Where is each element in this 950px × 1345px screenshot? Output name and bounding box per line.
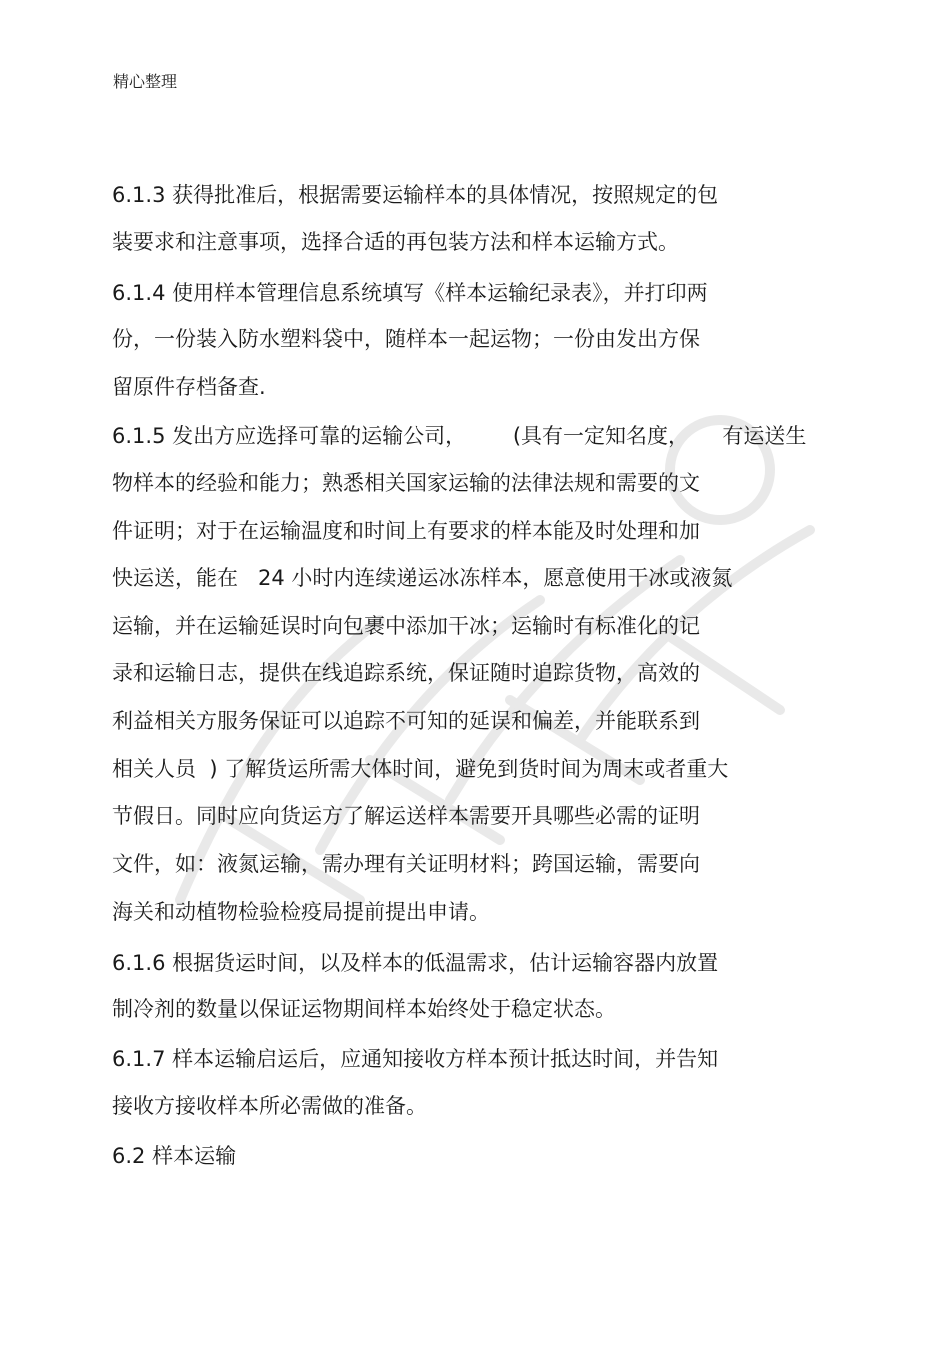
text-line-7: 物样本的经验和能力；熟悉相关国家运输的法律法规和需要的文 — [112, 471, 700, 495]
text-line-1: 6.1.3 获得批准后，根据需要运输样本的具体情况，按照规定的包 — [112, 183, 719, 207]
text-line-2: 装要求和注意事项，选择合适的再包装方法和样本运输方式。 — [112, 230, 679, 254]
section-heading: 6.2 样本运输 — [112, 1144, 237, 1168]
text-line-16: 海关和动植物检验检疫局提前提出申请。 — [112, 900, 490, 924]
text-line-5: 留原件存档备查. — [112, 375, 266, 399]
text-line-14: 节假日。同时应向货运方了解运送样本需要开具哪些必需的证明 — [112, 804, 700, 828]
text-line-12: 利益相关方服务保证可以追踪不可知的延误和偏差，并能联系到 — [112, 709, 700, 733]
text-line-18: 制冷剂的数量以保证运物期间样本始终处于稳定状态。 — [112, 997, 616, 1021]
text-line-15: 文件，如：液氮运输，需办理有关证明材料；跨国运输，需要向 — [112, 852, 700, 876]
text-line-9: 快运送，能在 24 小时内连续递运冰冻样本，愿意使用干冰或液氮 — [112, 566, 733, 590]
text-line-8: 件证明；对于在运输温度和时间上有要求的样本能及时处理和加 — [112, 519, 700, 543]
text-line-4: 份，一份装入防水塑料袋中，随样本一起运物；一份由发出方保 — [112, 327, 700, 351]
text-line-10: 运输，并在运输延误时向包裹中添加干冰；运输时有标准化的记 — [112, 614, 700, 638]
page-header: 精心整理 — [113, 72, 178, 91]
text-line-3: 6.1.4 使用样本管理信息系统填写《样本运输纪录表》，并打印两 — [112, 281, 708, 305]
text-line-19: 6.1.7 样本运输启运后，应通知接收方样本预计抵达时间，并告知 — [112, 1047, 719, 1071]
text-line-13: 相关人员 ) 了解货运所需大体时间，避免到货时间为周末或者重大 — [112, 757, 729, 781]
text-line-17: 6.1.6 根据货运时间，以及样本的低温需求，估计运输容器内放置 — [112, 951, 719, 975]
text-line-6: 6.1.5 发出方应选择可靠的运输公司， (具有一定知名度， 有运送生 — [112, 424, 807, 448]
text-line-11: 录和运输日志，提供在线追踪系统，保证随时追踪货物，高效的 — [112, 661, 700, 685]
text-line-20: 接收方接收样本所必需做的准备。 — [112, 1094, 427, 1118]
